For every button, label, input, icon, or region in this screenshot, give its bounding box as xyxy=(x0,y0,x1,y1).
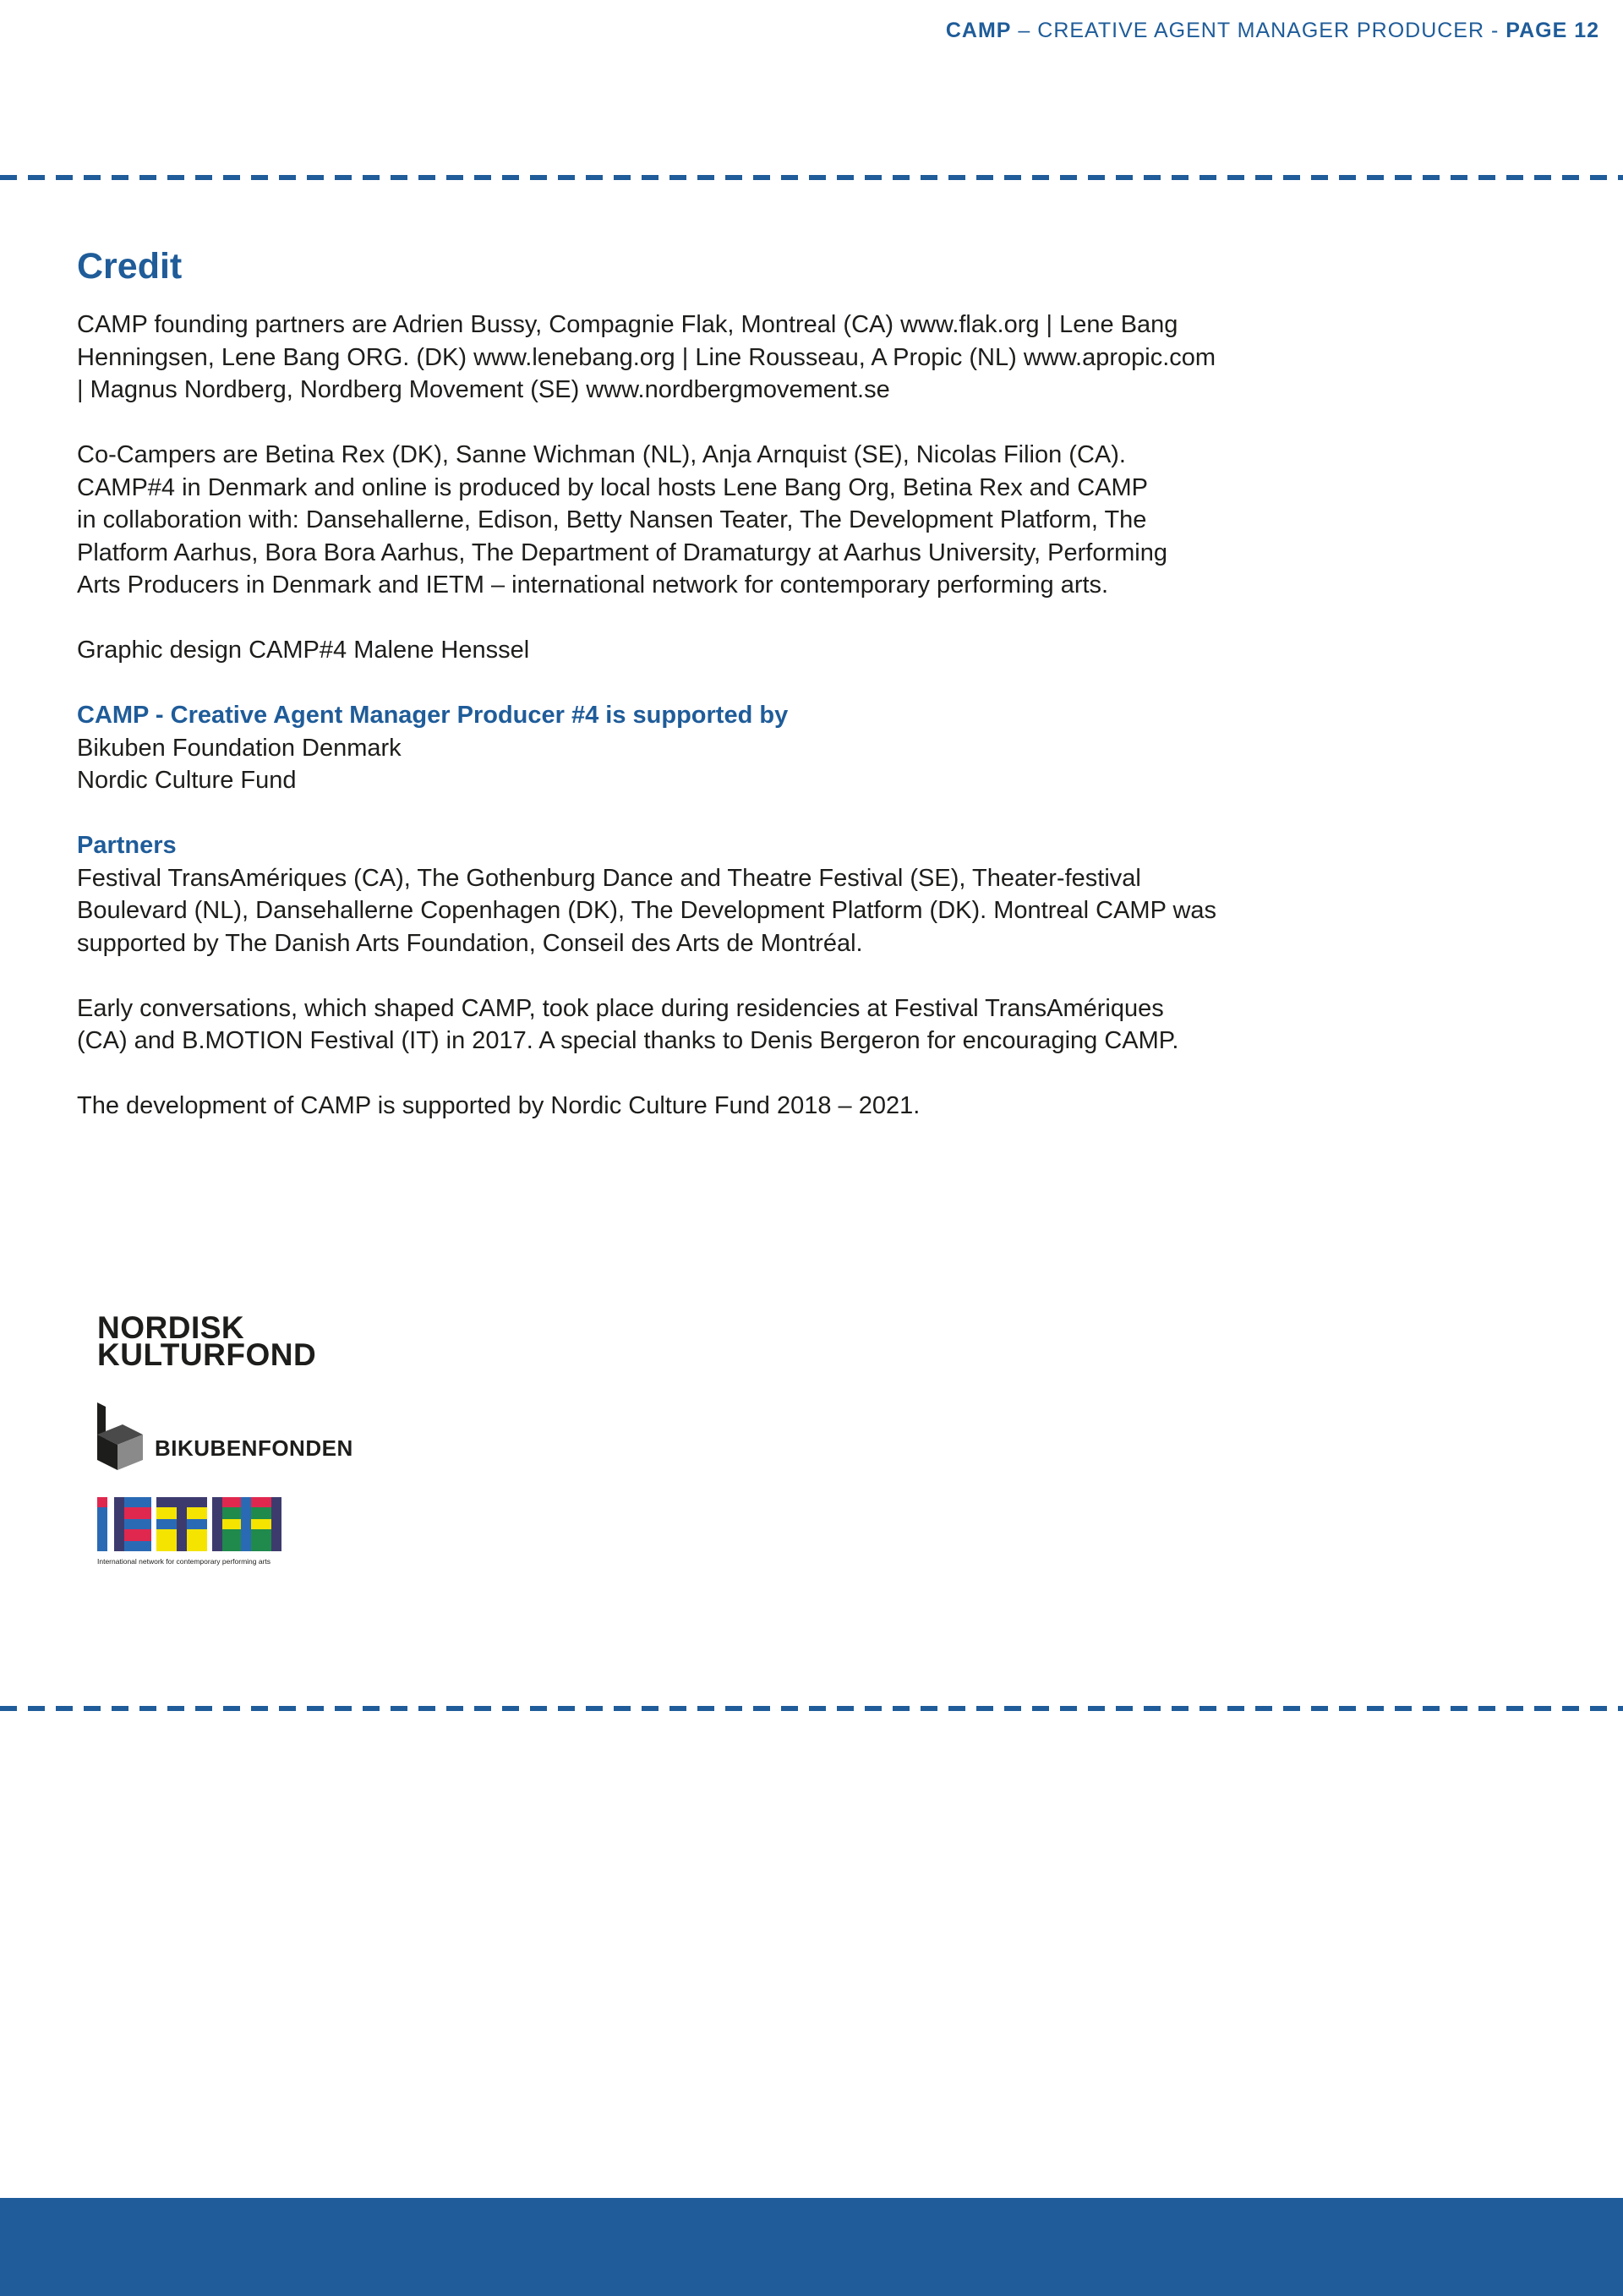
supporters-block xyxy=(77,699,1429,797)
early-conversations-paragraph: Early conversations, which shaped CAMP, took place during residencies at Festival TransAmériques (CA) and B.MOTION Festival (IT) in 2017. A special thanks to Denis Bergeron for encouraging CAMP. xyxy=(77,994,1179,1054)
partners-list: Festival TransAmériques (CA), The Gothenburg Dance and Theatre Festival (SE), Theater-festival Boulevard (NL), Dansehallerne Copenhagen (DK), The Development Platform (DK). Montreal CAMP was supported by The Danish Arts Foundation, Conseil des Arts de Montréal. xyxy=(77,864,1217,957)
ietm-mark-icon xyxy=(97,1497,281,1551)
header-subtitle: – CREATIVE AGENT MANAGER PRODUCER - xyxy=(1011,19,1506,42)
nordisk-kulturfond-logo: NORDISK KULTURFOND xyxy=(97,1310,317,1372)
supporters-list: Bikuben Foundation Denmark Nordic Culture Fund xyxy=(77,734,402,794)
ietm-tagline: International network for contemporary performing arts xyxy=(97,1557,271,1566)
credit-section xyxy=(77,241,1429,1155)
header-brand: CAMP xyxy=(945,19,1012,42)
bikuben-b-icon xyxy=(97,1402,143,1470)
partners-heading: Partners xyxy=(77,832,177,859)
supported-by-heading: CAMP - Creative Agent Manager Producer #4 is supported by xyxy=(77,702,789,729)
bottom-dashed-divider xyxy=(0,1706,1623,1711)
sponsor-logos xyxy=(97,1310,353,1566)
bikubenfonden-wordmark: BIKUBENFONDEN xyxy=(155,1435,353,1461)
ietm-logo xyxy=(97,1497,353,1566)
credit-title: Credit xyxy=(77,246,183,287)
top-dashed-divider xyxy=(0,175,1623,180)
header-page-number: PAGE 12 xyxy=(1506,19,1599,42)
graphic-design-paragraph: Graphic design CAMP#4 Malene Henssel xyxy=(77,637,530,664)
development-paragraph: The development of CAMP is supported by Nordic Culture Fund 2018 – 2021. xyxy=(77,1092,921,1119)
page-header xyxy=(946,19,1599,43)
partners-block xyxy=(77,829,1429,959)
bikubenfonden-logo xyxy=(97,1402,353,1470)
founding-partners-paragraph: CAMP founding partners are Adrien Bussy, Compagnie Flak, Montreal (CA) www.flak.org | Lene Bang Henningsen, Lene Bang ORG. (DK) www.lenebang.org | Line Rousseau, A Propic (NL) www.apropic.com | Magnus Nordberg, Nordberg Movement (SE) www.nordbergmovement.se xyxy=(77,311,1216,403)
footer-band xyxy=(0,2198,1623,2296)
co-campers-paragraph: Co-Campers are Betina Rex (DK), Sanne Wichman (NL), Anja Arnquist (SE), Nicolas Filion (CA). CAMP#4 in Denmark and online is produced by local hosts Lene Bang Org, Betina Rex and CAMP in collaboration with: Dansehallerne, Edison, Betty Nansen Teater, The Development Platform, The Platform Aarhus, Bora Bora Aarhus, The Department of Dramaturgy at Aarhus University, Performing Arts Producers in Denmark and IETM – international network for contemporary performing arts. xyxy=(77,441,1167,599)
